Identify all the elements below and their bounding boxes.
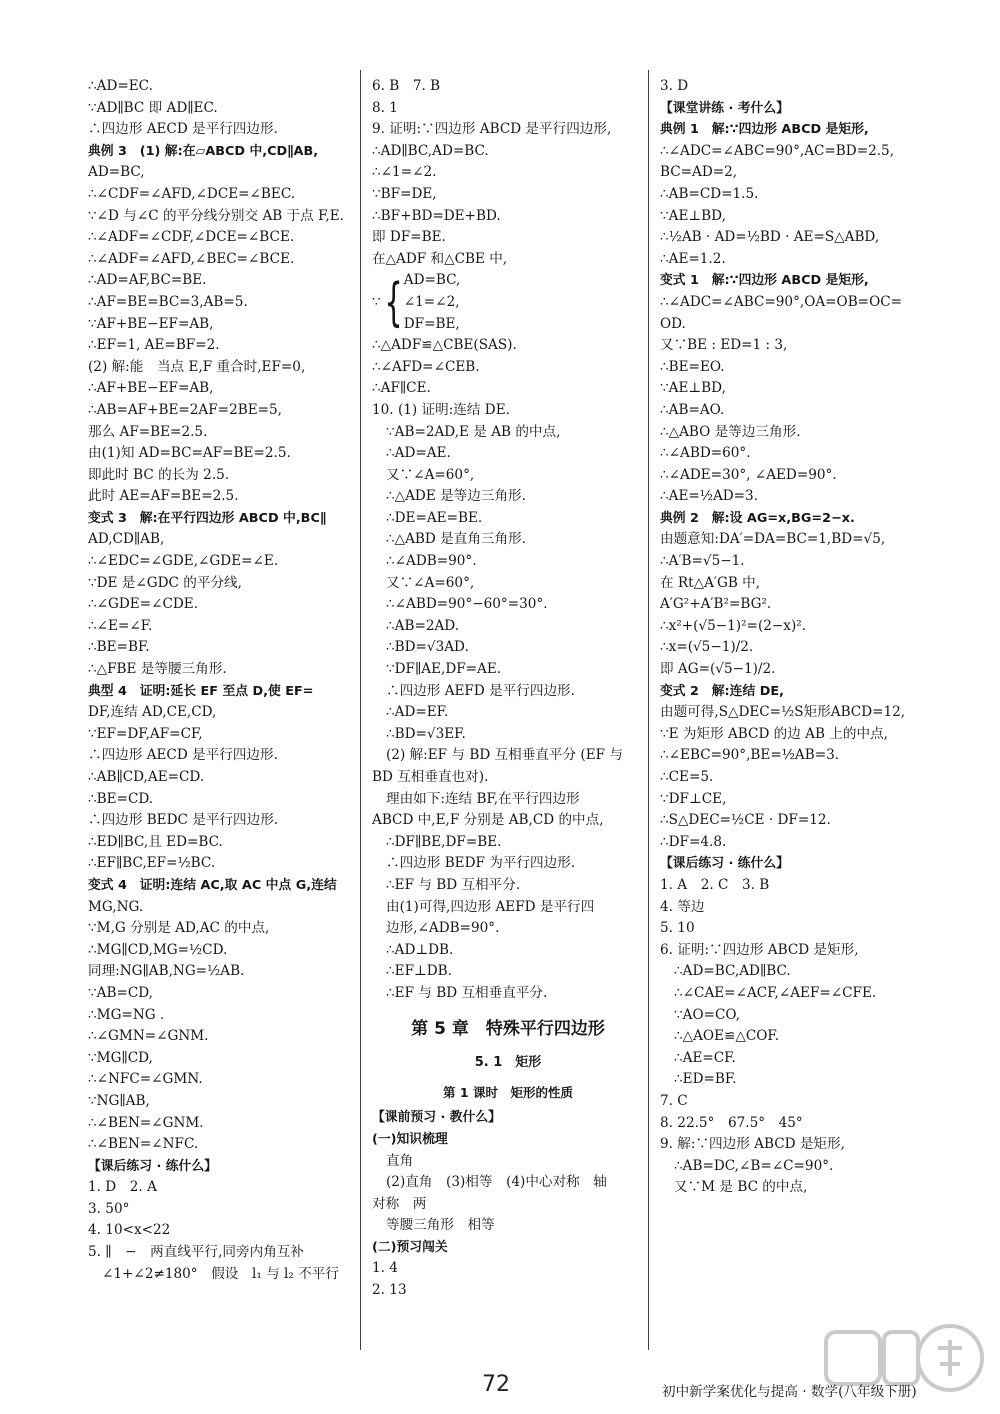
answer-column-3 xyxy=(660,76,938,1199)
lesson-title: 第 1 课时 矩形的性质 xyxy=(443,1084,573,1100)
answer-line: 2. 13 xyxy=(372,1282,407,1299)
brace-line: AD=BC, xyxy=(403,272,461,289)
answer-line: 在△ADF 和△CBE 中, xyxy=(372,250,508,267)
answer-line: ∴EF 与 BD 互相平分. xyxy=(386,876,521,893)
answer-line: 又∵BE : ED=1 : 3, xyxy=(660,337,788,354)
answer-line: ∴BE=EO. xyxy=(660,358,725,375)
answer-line: ∴AD=BC,AD∥BC. xyxy=(674,963,791,980)
answer-line: ∴EF 与 BD 互相垂直平分. xyxy=(386,984,548,1001)
answer-line: ∴∠EDC=∠GDE,∠GDE=∠E. xyxy=(88,553,279,570)
answer-line: 在 Rt△A′GB 中, xyxy=(660,574,761,591)
answer-line: 即 AG=(√5−1)/2. xyxy=(660,661,776,678)
section-heading: 【课后练习 · 练什么】 xyxy=(660,856,789,872)
answer-line: ∴AE=CF. xyxy=(674,1049,736,1066)
answer-line: ∴½AB · AD=½BD · AE=S△ABD, xyxy=(660,229,880,246)
answer-line: ABCD 中,E,F 分别是 AB,CD 的中点, xyxy=(372,812,604,829)
answer-line: 同理:NG∥AB,NG=½AB. xyxy=(88,963,245,980)
answer-line: 又∵M 是 BC 的中点, xyxy=(674,1179,808,1196)
answer-line: 由题意知:DA′=DA=BC=1,BD=√5, xyxy=(660,531,886,548)
answer-line: ∵DF⊥CE, xyxy=(660,790,727,807)
answer-line: 8. 1 xyxy=(372,99,398,116)
answer-line: 8. 22.5° 67.5° 45° xyxy=(660,1114,803,1131)
answer-line: ∴DF∥BE,DF=BE. xyxy=(386,833,502,850)
answer-line: 即 DF=BE. xyxy=(372,229,446,246)
answer-line: AD,CD∥AB, xyxy=(88,531,165,548)
answer-line: ∴CE=5. xyxy=(660,769,714,785)
answer-line: ∴四边形 BEDC 是平行四边形. xyxy=(88,812,279,829)
answer-line: ∴∠EBC=90°,BE=½AB=3. xyxy=(660,747,840,764)
answer-line: ∵BF=DE, xyxy=(372,185,437,202)
answer-line: 那么 AF=BE=2.5. xyxy=(88,423,208,440)
section-heading: 变式 2 解:连结 DE, xyxy=(660,683,784,699)
section-heading: 典例 2 解:设 AG=x,BG=2−x. xyxy=(660,510,855,526)
answer-line: (2) 解:EF 与 BD 互相垂直平分 (EF 与 xyxy=(386,747,624,764)
answer-line: ∵E 为矩形 ABCD 的边 AB 上的中点, xyxy=(660,725,889,742)
answer-line: 1. A 2. C 3. B xyxy=(660,876,770,893)
section-heading: (一)知识梳理 xyxy=(372,1131,448,1147)
answer-line: ∴BD=√3EF. xyxy=(386,725,466,742)
answer-line: ∴∠ADF=∠CDF,∠DCE=∠BCE. xyxy=(88,229,295,246)
answer-line: 7. C xyxy=(660,1092,688,1109)
answer-line: DF,连结 AD,CE,CD, xyxy=(88,704,217,721)
answer-line: ∴∠BEN=∠GNM. xyxy=(88,1114,204,1131)
answer-line: ∵AB=2AD,E 是 AB 的中点, xyxy=(386,423,561,440)
answer-line: ∴AD=EC. xyxy=(88,78,153,94)
answer-line: ∴AF+BE−EF=AB, xyxy=(88,380,214,397)
answer-line: ∴∠CAE=∠ACF,∠AEF=∠CFE. xyxy=(674,984,877,1001)
answer-line: ∴DF=4.8. xyxy=(660,833,727,850)
answer-line: ∴∠NFC=∠GMN. xyxy=(88,1071,203,1088)
answer-column-2 xyxy=(372,76,644,1302)
answer-line: ∴BF+BD=DE+BD. xyxy=(372,207,501,224)
answer-line: OD. xyxy=(660,315,686,332)
answer-line: 3. 50° xyxy=(88,1200,130,1217)
section-title: 5. 1 矩形 xyxy=(474,1055,542,1071)
answer-line: ∴BE=BF. xyxy=(88,639,150,656)
answer-line: 4. 等边 xyxy=(660,898,705,915)
book-title: 初中新学案优化与提高 · 数学(八年级下册) xyxy=(662,1384,917,1400)
answer-line: (2) 解:能 当点 E,F 重合时,EF=0, xyxy=(88,358,306,375)
answer-line: 3. D xyxy=(660,78,689,94)
answer-line: 6. 证明:∵四边形 ABCD 是矩形, xyxy=(660,941,859,958)
answer-line: ∴∠ADE=30°, ∠AED=90°. xyxy=(660,466,837,483)
answer-line: 即此时 BC 的长为 2.5. xyxy=(88,466,230,483)
section-heading: 变式 3 解:在平行四边形 ABCD 中,BC∥ xyxy=(88,510,327,526)
answer-line: ∴MG=NG . xyxy=(88,1006,165,1023)
answer-line: ∴AB∥CD,AE=CD. xyxy=(88,769,205,785)
answer-line: 直角 xyxy=(386,1152,414,1169)
answer-line: ∴AF=BE=BC=3,AB=5. xyxy=(88,293,248,310)
answer-line: ∵EF=DF,AF=CF, xyxy=(88,725,203,742)
answer-line: ∴AB=2AD. xyxy=(386,617,460,634)
answer-line: ∴x²+(√5−1)²=(2−x)². xyxy=(660,617,807,634)
answer-line: ∵DE 是∠GDC 的平分线, xyxy=(88,574,242,591)
answer-line: ∵∠D 与∠C 的平分线分别交 AB 于点 F,E. xyxy=(88,207,344,224)
brace-line: DF=BE, xyxy=(403,315,460,332)
answer-line: ∵AD∥BC 即 AD∥EC. xyxy=(88,99,218,116)
answer-line: ∴△ABD 是直角三角形. xyxy=(386,531,527,548)
answer-line: BC=AD=2, xyxy=(660,164,738,181)
answer-line: ∴四边形 BEDF 为平行四边形. xyxy=(386,855,576,872)
answer-line: ∴∠ADC=∠ABC=90°,AC=BD=2.5, xyxy=(660,142,895,159)
answer-line: 由题可得,S△DEC=½S矩形ABCD=12, xyxy=(660,704,906,721)
answer-line: ∴∠ADB=90°. xyxy=(386,553,477,570)
answer-line: ∴EF⊥DB. xyxy=(386,963,452,980)
because-symbol: ∵ xyxy=(372,293,381,310)
section-heading: 典型 4 证明:延长 EF 至点 D,使 EF= xyxy=(88,683,314,699)
answer-line: 又∵∠A=60°, xyxy=(386,466,475,483)
answer-line: ∵AE⊥BD, xyxy=(660,207,726,224)
answer-line: ∴∠ABD=60°. xyxy=(660,445,751,462)
answer-line: ∴∠ABD=90°−60°=30°. xyxy=(386,596,548,613)
answer-line: ∴AB=AF+BE=2AF=2BE=5, xyxy=(88,401,282,418)
answer-line: 对称 两 xyxy=(372,1195,427,1212)
answer-line: ∴AB=AO. xyxy=(660,401,725,418)
answer-line: ∴AE=1.2. xyxy=(660,250,726,267)
answer-line: ∴△ABO 是等边三角形. xyxy=(660,423,801,440)
brace-line: ∠1=∠2, xyxy=(403,293,460,310)
answer-line: 10. (1) 证明:连结 DE. xyxy=(372,401,510,418)
answer-line: ∵DF∥AE,DF=AE. xyxy=(386,661,502,678)
page-number: 72 xyxy=(482,1372,510,1397)
answer-line: ∠1+∠2≠180° 假设 l₁ 与 l₂ 不平行 xyxy=(102,1265,339,1282)
answer-line: ∴∠E=∠F. xyxy=(88,617,153,634)
answer-line: ∴A′B=√5−1. xyxy=(660,553,745,570)
answer-line: 5. 10 xyxy=(660,920,695,937)
answer-line: ∴AB=DC,∠B=∠C=90°. xyxy=(674,1157,834,1174)
answer-line: 6. B 7. B xyxy=(372,78,441,94)
section-heading: (二)预习闯关 xyxy=(372,1239,448,1255)
answer-line: ∴x=(√5−1)/2. xyxy=(660,639,754,656)
answer-line: 4. 10<x<22 xyxy=(88,1222,171,1239)
answer-line: ∴∠1=∠2. xyxy=(372,164,437,181)
answer-line: 理由如下:连结 BF,在平行四边形 xyxy=(386,790,580,807)
answer-line: 5. ∥ − 两直线平行,同旁内角互补 xyxy=(88,1244,304,1261)
answer-column-1 xyxy=(88,76,350,1285)
answer-line: ∴四边形 AEFD 是平行四边形. xyxy=(386,682,575,699)
answer-line: ∴S△DEC=½CE · DF=12. xyxy=(660,812,831,829)
section-heading: 变式 1 解:∵四边形 ABCD 是矩形, xyxy=(660,273,869,289)
answer-line: 又∵∠A=60°, xyxy=(386,574,475,591)
answer-line: ∴∠BEN=∠NFC. xyxy=(88,1136,199,1153)
answer-line: ∴AE=½AD=3. xyxy=(660,488,759,505)
section-heading: 【课后练习 · 练什么】 xyxy=(88,1158,217,1174)
answer-line: ∴∠ADF=∠AFD,∠BEC=∠BCE. xyxy=(88,250,295,267)
answer-line: ∴四边形 AECD 是平行四边形. xyxy=(88,121,278,138)
answer-line: ∴AD=EF. xyxy=(386,704,449,721)
answer-line: A′G²+A′B²=BG². xyxy=(660,596,772,613)
answer-line: MG,NG. xyxy=(88,898,144,915)
answer-line: ∴△ADF≌△CBE(SAS). xyxy=(372,337,517,354)
answer-line: ∴AB=CD=1.5. xyxy=(660,185,759,202)
condition-brace xyxy=(372,270,644,335)
answer-line: ∴MG∥CD,MG=½CD. xyxy=(88,941,228,958)
answer-line: 1. D 2. A xyxy=(88,1179,157,1196)
answer-line: ∴ED=BF. xyxy=(674,1071,737,1088)
answer-line: 等腰三角形 相等 xyxy=(386,1217,495,1234)
column-divider-1 xyxy=(360,70,361,1350)
answer-line: 由(1)可得,四边形 AEFD 是平行四 xyxy=(386,898,595,915)
answer-line: ∴四边形 AECD 是平行四边形. xyxy=(88,747,278,764)
section-heading: 【课堂讲练 · 考什么】 xyxy=(660,100,789,116)
answer-line: ∴ED∥BC,且 ED=BC. xyxy=(88,833,223,850)
column-divider-2 xyxy=(648,70,649,1350)
answer-line: 9. 证明:∵四边形 ABCD 是平行四边形, xyxy=(372,121,612,138)
answer-line: ∴△FBE 是等腰三角形. xyxy=(88,661,227,678)
section-heading: 【课前预习 · 教什么】 xyxy=(372,1110,501,1126)
section-heading: 典例 1 解:∵四边形 ABCD 是矩形, xyxy=(660,122,869,138)
answer-line: 此时 AE=AF=BE=2.5. xyxy=(88,488,239,505)
answer-line: ∴△ADE 是等边三角形. xyxy=(386,488,526,505)
watermark-logo xyxy=(820,1318,985,1398)
answer-line: ∴BD=√3AD. xyxy=(386,639,469,656)
answer-line: ∵AO=CO, xyxy=(674,1006,741,1023)
answer-line: 边形,∠ADB=90°. xyxy=(386,920,500,937)
answer-line: ∴AD=AE. xyxy=(386,445,451,462)
answer-line: ∴∠CDF=∠AFD,∠DCE=∠BEC. xyxy=(88,185,296,202)
brace-icon: { xyxy=(384,272,403,333)
answer-line: ∴AD∥BC,AD=BC. xyxy=(372,142,489,159)
section-heading: 典例 3 (1) 解:在▱ABCD 中,CD∥AB, xyxy=(88,143,319,159)
answer-line: ∵M,G 分别是 AD,AC 的中点, xyxy=(88,920,270,937)
answer-line: ∴DE=AE=BE. xyxy=(386,509,483,526)
answer-line: ∴∠ADC=∠ABC=90°,OA=OB=OC= xyxy=(660,293,903,310)
answer-line: ∴∠GMN=∠GNM. xyxy=(88,1028,209,1045)
answer-line: ∴EF=1, AE=BF=2. xyxy=(88,337,220,354)
answer-line: ∴AD=AF,BC=BE. xyxy=(88,272,207,289)
answer-line: 1. 4 xyxy=(372,1260,398,1277)
answer-line: ∵AF+BE−EF=AB, xyxy=(88,315,214,332)
answer-line: BD 互相垂直也对). xyxy=(372,769,489,785)
answer-line: AD=BC, xyxy=(88,164,145,181)
answer-line: ∴△AOE≌△COF. xyxy=(674,1028,780,1045)
answer-line: ∴∠GDE=∠CDE. xyxy=(88,596,199,613)
answer-line: ∴AF∥CE. xyxy=(372,380,431,397)
answer-line: ∵MG∥CD, xyxy=(88,1049,153,1066)
answer-line: ∵AE⊥BD, xyxy=(660,380,726,397)
answer-line: ∴BE=CD. xyxy=(88,790,154,807)
answer-line: 由(1)知 AD=BC=AF=BE=2.5. xyxy=(88,445,291,462)
chapter-title: 第 5 章 特殊平行四边形 xyxy=(411,1018,605,1039)
answer-line: ∴∠AFD=∠CEB. xyxy=(372,358,480,375)
answer-line: 9. 解:∵四边形 ABCD 是矩形, xyxy=(660,1136,845,1153)
answer-line: (2)直角 (3)相等 (4)中心对称 轴 xyxy=(386,1174,607,1191)
answer-line: ∵NG∥AB, xyxy=(88,1092,150,1109)
answer-line: ∵AB=CD, xyxy=(88,984,153,1001)
answer-line: ∴AD⊥DB. xyxy=(386,941,454,958)
section-heading: 变式 4 证明:连结 AC,取 AC 中点 G,连结 xyxy=(88,877,337,893)
answer-line: ∴EF∥BC,EF=½BC. xyxy=(88,855,216,872)
